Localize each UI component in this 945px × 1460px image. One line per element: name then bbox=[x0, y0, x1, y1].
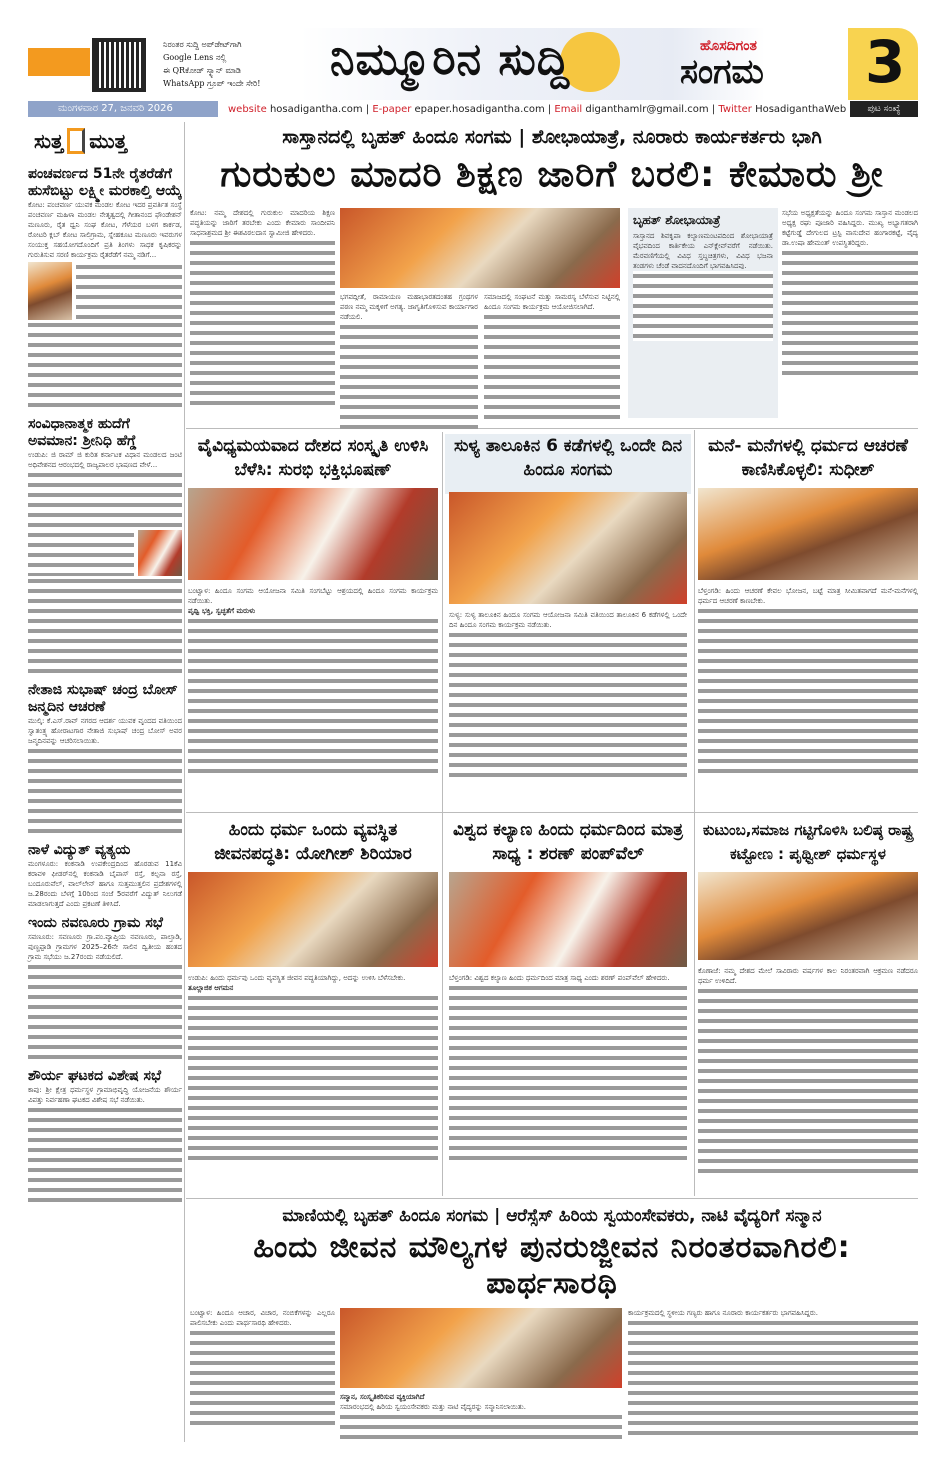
article-photo bbox=[449, 872, 687, 967]
article-text: ಸುಳ್ಯ: ಸುಳ್ಯ ತಾಲೂಕಿನ ಹಿಂದೂ ಸಂಗಮ ಆಯೋಜನಾ ಸಮಿತಿ ವತಿಯಿಂದ ತಾಲೂಕಿನ 6 ಕಡೆಗಳಲ್ಲಿ ಒಂದೇ ದಿನ ಹಿಂದೂ ಸಂಗಮ ಕಾರ್ಯಕ್ರಮ ನಡೆಯಿತು. bbox=[449, 611, 687, 629]
main-kicker: ಸಾಸ್ತಾನದಲ್ಲಿ ಬೃಹತ್ ಹಿಂದೂ ಸಂಗಮ | ಶೋಭಾಯಾತ್ರೆ, ನೂರಾರು ಕಾರ್ಯಕರ್ತರು ಭಾಗಿ bbox=[282, 126, 822, 148]
text-filler bbox=[340, 1412, 622, 1442]
qr-line: WhatsApp ಗ್ರೂಪ್ ಇಂದೇ ಸೇರಿ! bbox=[163, 79, 261, 88]
text-filler bbox=[28, 530, 134, 576]
article-text: ಬೆಳ್ತಂಗಡಿ: ಹಿಂದು ಆಚರಣೆ ಕೇವಲ ಭೋಜನ, ಬಟ್ಟೆ ಮಾತ್ರ ಸೀಮಿತವಾಗದೆ ಮನೆ-ಮನೆಗಳಲ್ಲಿ ಧರ್ಮದ ಆಚರಣೆ ಕಾಣಬೇಕು. bbox=[698, 587, 918, 605]
article bbox=[188, 818, 438, 1163]
brief-headline: ಸಂವಿಧಾನಾತ್ಮಕ ಹುದೆಗೆ ಅವಮಾನ: ಶ್ರೀನಿಧಿ ಹೆಗ್ಡೆ bbox=[28, 416, 137, 449]
door-icon bbox=[67, 128, 85, 154]
article-headline: ವೈವಿಧ್ಯಮಯವಾದ ದೇಶದ ಸಂಸ್ಕೃತಿ ಉಳಿಸಿ ಬೆಳೆಸಿ: ಸುರಭಿ ಭಕ್ತಿಭೂಷಣ್ bbox=[197, 436, 429, 480]
page-tag: ಪುಟ ಸಂಖ್ಯೆ bbox=[850, 101, 918, 117]
article-text: ಬೆಳ್ತಂಗಡಿ: ವಿಶ್ವದ ಕಲ್ಯಾಣ ಹಿಂದು ಧರ್ಮದಿಂದ ಮಾತ್ರ ಸಾಧ್ಯ ಎಂದು ಶರಣ್ ಪಂಪ್‌ವೆಲ್ ಹೇಳಿದರು. bbox=[449, 974, 670, 982]
bottom-body-col3 bbox=[628, 1308, 918, 1438]
link-key: Email bbox=[554, 103, 583, 115]
procession-box bbox=[628, 208, 778, 418]
twitter-link[interactable]: HosadiganthaWeb bbox=[755, 103, 847, 115]
website-link[interactable]: hosadigantha.com bbox=[269, 103, 363, 115]
text-filler bbox=[782, 248, 918, 378]
logo-text: ಮುತ್ತ bbox=[89, 129, 127, 153]
article bbox=[188, 434, 438, 776]
article-text: ಕಾರ್ಯಕ್ರಮದಲ್ಲಿ ಸ್ಥಳೀಯ ಗಣ್ಯರು ಹಾಗೂ ನೂರಾರು ಕಾರ್ಯಕರ್ತರು ಭಾಗವಹಿಸಿದ್ದರು. bbox=[628, 1309, 818, 1317]
text-filler bbox=[449, 983, 687, 1163]
brief-body: ಮುಲ್ಕಿ: ಕೆ.ಎಸ್.ರಾವ್ ನಗರದ ಆದರ್ಶ ಯುವಕ ವೃಂದದ ವತಿಯಿಂದ ಸ್ವಾತಂತ್ರ್ಯ ಹೋರಾಟಗಾರ ನೇತಾಜಿ ಸುಭಾಷ್ ಚಂದ್ರ ಬೋಸ್ ಅವರ ಜನ್ಮದಿನವನ್ನು ಆಚರಿಸಲಾಯಿತು. bbox=[28, 717, 182, 745]
article-photo bbox=[698, 488, 918, 580]
qr-line: ನಿರಂತರ ಸುದ್ದಿ ಅಪ್‌ಡೇಟ್‌ಗಾಗಿ bbox=[163, 40, 242, 49]
brief-body: ಸವಣೂರು: ಸವಣೂರು ಗ್ರಾ.ಪಂ.ವ್ಯಾಪ್ತಿಯ ನವಣೂರು, ಪಾಲ್ತಾಡಿ, ಪುಣ್ಚಪ್ಪಾಡಿ ಗ್ರಾಮಗಳ 2025–26ನೇ ಸಾಲಿನ ದ್ವಿತೀಯ ಹಂತದ ಗ್ರಾಮ ಸಭೆಯು ಜ.27ರಂದು ನಡೆಯಲಿದೆ. bbox=[28, 933, 182, 961]
row-divider bbox=[186, 812, 918, 813]
link-key: website bbox=[228, 103, 267, 115]
suttamutta-logo bbox=[28, 122, 182, 160]
news-brief bbox=[28, 915, 182, 1062]
article-photo bbox=[449, 492, 687, 604]
article-text: ಬಂಟ್ವಾಳ: ಹಿಂದೂ ಆಚಾರ, ವಿಚಾರ, ನಂಬಿಕೆಗಳನ್ನು ಎಲ್ಲರೂ ಪಾಲಿಸಬೇಕು ಎಂದು ಪಾರ್ಥಸಾರಥಿ ಹೇಳಿದರು. bbox=[190, 1309, 335, 1327]
text-filler bbox=[28, 746, 182, 836]
text-filler bbox=[28, 962, 182, 1062]
email-link[interactable]: diganthamlr@gmail.com bbox=[585, 103, 709, 115]
news-brief bbox=[28, 416, 182, 676]
row-divider bbox=[186, 428, 918, 429]
main-headline: ಗುರುಕುಲ ಮಾದರಿ ಶಿಕ್ಷಣ ಜಾರಿಗೆ ಬರಲಿ: ಕೇಮಾರು ಶ್ರೀ bbox=[220, 154, 884, 195]
supplement-name: ಸಂಗಮ bbox=[680, 52, 764, 92]
brief-body: ಉಡುಪಿ: ಜಿ ರಾಮ್ ಜಿ ಕುರಿತ ಕರ್ನಾಟಕ ವಿಧಾನ ಮಂಡಲದ ಜಂಟಿ ಅಧಿವೇಶನದ ಆರಂಭದಲ್ಲಿ ರಾಜ್ಯಪಾಲರ ಭಾಷಣದ ವೇಳೆ... bbox=[28, 451, 182, 469]
article-photo bbox=[188, 872, 438, 967]
news-brief bbox=[28, 682, 182, 836]
brief-body: ಕೋಟ: ಪಂಚವರ್ಣ ಯುವಕ ಮಂಡಲ ಕೋಟ ಇದರ ಪ್ರವರ್ತಿತ ಸಂಸ್ಥೆ ಪಂಚವರ್ಣ ಮಹಿಳಾ ಮಂಡಲ ನೇತೃತ್ವದಲ್ಲಿ ಗೀತಾನಂದ ಫೌಂಡೇಶನ್ ಮಣೂರು, ರೈತ ಧ್ವನಿ ಸಂಘ ಕೋಟ, ಗೆಳೆಯರ ಬಳಗ ಕಾರ್ಕಡ, ರೋಟರಿ ಕ್ಲಬ್ ಕೋಟ ಸಾಲಿಗ್ರಾಮ, ಸ್ನೇಹಕೂಟ ಮಣೂರು ಇವರುಗಳ ಸಂಯುಕ್ತ ಸಹಯೋಗದೊಂದಿಗೆ ಪ್ರತಿ ತಿಂಗಳು ಸಾಧಕ ಕೃಷಿಕರನ್ನು ಗುರುತಿಸುವ ಸರಣಿ ಕಾರ್ಯಕ್ರಮ ರೈತರೆಡೆಗೆ ನಮ್ಮ ನಡಿಗೆ... bbox=[28, 201, 182, 259]
main-body-col2 bbox=[340, 292, 478, 432]
epaper-link[interactable]: epaper.hosadigantha.com bbox=[414, 103, 545, 115]
text-filler bbox=[484, 312, 620, 422]
text-filler bbox=[698, 986, 918, 1176]
article bbox=[445, 434, 691, 780]
article-subhead: ತೂಲ್ಲಾಜಿಕ ಆಗಮನ bbox=[188, 984, 234, 992]
article bbox=[698, 434, 918, 776]
brief-headline: ನಾಳೆ ವಿದ್ಯುತ್ ವ್ಯತ್ಯಯ bbox=[28, 842, 131, 858]
qr-line: Google Lens ನಲ್ಲಿ bbox=[163, 53, 227, 62]
left-column bbox=[28, 122, 182, 1205]
news-brief bbox=[28, 842, 182, 909]
text-filler bbox=[188, 993, 438, 1163]
article-headline: ಮನೆ- ಮನೆಗಳಲ್ಲಿ ಧರ್ಮದ ಆಚರಣೆ ಕಾಣಿಸಿಕೊಳ್ಳಲಿ: ಸುಧೀಶ್ bbox=[708, 436, 908, 480]
text-filler bbox=[28, 1105, 182, 1205]
issue-date: ಮಂಗಳವಾರ 27, ಜನವರಿ 2026 bbox=[28, 101, 218, 117]
article bbox=[445, 818, 691, 1163]
link-key: E-paper bbox=[372, 103, 412, 115]
brand-logo-text: ಹೊಸದಿಗಂತ bbox=[700, 38, 757, 54]
contact-links: website hosadigantha.com | E-paper epaper.hosadigantha.com | Email diganthamlr@gmail.com | Twitter HosadiganthaWeb bbox=[228, 103, 847, 115]
link-key: Twitter bbox=[718, 103, 752, 115]
article-text: ಕೋಟ: ನಮ್ಮ ದೇಶದಲ್ಲಿ ಗುರುಕುಲ ಮಾದರಿಯ ಶಿಕ್ಷಣ ಪದ್ಧತಿಯನ್ನು ಜಾರಿಗೆ ತರಬೇಕು ಎಂದು ಕೇಮಾರು ಸಾಂದೀಪನಿ ಸಾಧನಾಶ್ರಮದ ಶ್ರೀ ಈಶವಿಠಲದಾಸ ಸ್ವಾಮೀಜಿ ಹೇಳಿದರು. bbox=[190, 209, 335, 237]
main-body-col3 bbox=[484, 292, 620, 422]
page-number: 3 bbox=[865, 28, 906, 96]
orange-accent-block bbox=[28, 48, 90, 76]
article-text: ಭಗವದ್ಗೀತೆ, ರಾಮಾಯಣ ಮಹಾಭಾರತದಂತಹ ಗ್ರಂಥಗಳ ಪಠಣ ನಮ್ಮ ಮಕ್ಕಳಿಗೆ ಅಗತ್ಯ. ಜಾಗೃತಿಗೊಳಿಸುವ ಕಾರ್ಯಾಗಾರ ನಡೆಯಲಿ. bbox=[340, 293, 478, 321]
column-divider bbox=[442, 430, 443, 1196]
brief-headline: ಶೌರ್ಯ ಘಟಕದ ವಿಶೇಷ ಸಭೆ bbox=[28, 1068, 162, 1084]
text-filler bbox=[628, 1318, 918, 1438]
text-filler bbox=[76, 262, 182, 320]
text-filler bbox=[28, 320, 182, 410]
portrait-photo bbox=[28, 262, 72, 320]
bottom-body-col2 bbox=[340, 1392, 622, 1442]
text-filler bbox=[190, 1328, 335, 1428]
text-filler bbox=[28, 470, 182, 530]
article-text: ಬಂಟ್ವಾಳ: ಹಿಂದೂ ಸಂಗಮ ಆಯೋಜನಾ ಸಮಿತಿ ಸಂಗಬೆಟ್ಟು ಆಶ್ರಯದಲ್ಲಿ ಹಿಂದೂ ಸಂಗಮ ಕಾರ್ಯಕ್ರಮ ನಡೆಯಿತು. bbox=[188, 587, 438, 605]
article bbox=[698, 818, 918, 1176]
article-subhead: ಪೃಥ್ವಿ ಭಕ್ತಿ, ಸ್ವಚ್ಛತೆಗೆ ಮರುಳು bbox=[188, 607, 256, 615]
text-filler bbox=[188, 616, 438, 776]
text-filler bbox=[698, 606, 918, 776]
bottom-photo bbox=[340, 1308, 622, 1388]
article-photo bbox=[698, 872, 918, 960]
article-headline: ಕುಟುಂಬ,ಸಮಾಜ ಗಟ್ಟಿಗೊಳಿಸಿ ಬಲಿಷ್ಠ ರಾಷ್ಟ್ರ ಕಟ್ಟೋಣ : ಪೃಥ್ವೀಶ್ ಧರ್ಮಸ್ಥಳ bbox=[702, 821, 914, 863]
main-body-col4 bbox=[782, 208, 918, 378]
portrait-photo bbox=[138, 530, 182, 576]
main-photo bbox=[340, 208, 620, 288]
text-filler bbox=[190, 238, 335, 408]
bottom-body-col1 bbox=[190, 1308, 335, 1428]
news-brief bbox=[28, 166, 182, 410]
article-headline: ಸುಳ್ಯ ತಾಲೂಕಿನ 6 ಕಡೆಗಳಲ್ಲಿ ಒಂದೇ ದಿನ ಹಿಂದೂ ಸಂಗಮ bbox=[453, 436, 683, 480]
text-filler bbox=[449, 630, 687, 780]
qr-code[interactable] bbox=[92, 38, 146, 92]
text-filler bbox=[340, 322, 478, 432]
article-headline: ಹಿಂದು ಧರ್ಮ ಒಂದು ವ್ಯವಸ್ಥಿತ ಜೀವನಪದ್ಧತಿ: ಯೋಗೀಶ್ ಶಿರಿಯಾರ bbox=[214, 820, 412, 864]
box-text: ಸಾಸ್ತಾನದ ಶಿವಕೃಪಾ ಕಲ್ಯಾಣಮಂಟಪದಿಂದ ಶೋಭಾಯಾತ್ರೆ ವೈಭವದಿಂದ ಕಾರ್ತಿಕೇಯ ಎನ್‌ಕ್ಲೇವ್‌ವರೆಗೆ ನಡೆಯಿತು. ಮೆರವಣಿಗೆಯಲ್ಲಿ ವಿವಿಧ ಸ್ತಬ್ಧಚಿತ್ರಗಳು, ವಿವಿಧ ಭಜನಾ ತಂಡಗಳು ಚೆಂಡೆ ವಾದನದೊಂದಿಗೆ ಭಾಗವಹಿಸಿದವು. bbox=[633, 232, 773, 270]
logo-text: ಸುತ್ತ bbox=[34, 129, 64, 153]
box-title: ಬೃಹತ್ ಶೋಭಾಯಾತ್ರೆ bbox=[633, 213, 721, 227]
article-headline: ವಿಶ್ವದ ಕಲ್ಯಾಣ ಹಿಂದು ಧರ್ಮದಿಂದ ಮಾತ್ರ ಸಾಧ್ಯ : ಶರಣ್ ಪಂಪ್‌ವೆಲ್ bbox=[453, 820, 683, 864]
article-text: ಕೊಣಾಜೆ: ನಮ್ಮ ದೇಶದ ಮೇಲೆ ಸಾವಿರಾರು ವರ್ಷಗಳ ಕಾಲ ನಿರಂತರವಾಗಿ ಆಕ್ರಮಣ ನಡೆದರೂ ಧರ್ಮ ಉಳಿದಿದೆ. bbox=[698, 967, 918, 985]
main-body-col1 bbox=[190, 208, 335, 408]
brief-headline: ನೇತಾಜಿ ಸುಭಾಷ್ ಚಂದ್ರ ಬೋಸ್ ಜನ್ಮದಿನ ಆಚರಣೆ bbox=[28, 682, 178, 715]
row-divider bbox=[186, 1198, 918, 1199]
date-bar bbox=[28, 101, 918, 117]
text-filler bbox=[28, 576, 182, 676]
section-title: ನಿಮ್ಮೂರಿನ ಸುದ್ದಿ bbox=[330, 34, 571, 85]
qr-instructions bbox=[163, 38, 293, 90]
article-photo bbox=[188, 488, 438, 580]
qr-line: ಈ QRಕೋಡ್ ಸ್ಕ್ಯಾನ್ ಮಾಡಿ bbox=[163, 66, 241, 75]
brief-body: ಮಂಗಳೂರು: ಕಂಕನಾಡಿ ಉಪಕೇಂದ್ರದಿಂದ ಹೊರಡುವ 11ಕೆವಿ ಕರಾವಳಿ ಫೀಡರ್‌ನಲ್ಲಿ ಕಂಕನಾಡಿ ಬೈಪಾಸ್ ರಸ್ತೆ, ಕಲ್ಪನಾ ರಸ್ತೆ, ಬಂದೂರುವೆಲ್, ವಾಲ್‌ಲೇನ್ ಹಾಗೂ ಸುತ್ತಮುತ್ತಲಿನ ಪ್ರದೇಶಗಳಲ್ಲಿ ಜ.28ರಂದು ಬೆಳಗ್ಗೆ 10ರಿಂದ ಸಂಜೆ 5ರವರೆಗೆ ವಿದ್ಯುತ್ ನಿಲುಗಡೆ ಮಾಡಲಾಗುತ್ತದೆ ಎಂದು ಪ್ರಕಟಣೆ ತಿಳಿಸಿದೆ. bbox=[28, 860, 182, 908]
news-brief bbox=[28, 1068, 182, 1205]
brief-headline: ಇಂದು ನವಣೂರು ಗ್ರಾಮ ಸಭೆ bbox=[28, 915, 163, 931]
bottom-kicker: ಮಾಣಿಯಲ್ಲಿ ಬೃಹತ್ ಹಿಂದೂ ಸಂಗಮ | ಆರೆಸ್ಸೆಸ್ ಹಿರಿಯ ಸ್ವಯಂಸೇವಕರು, ನಾಟಿ ವೈದ್ಯರಿಗೆ ಸನ್ಮಾನ bbox=[282, 1206, 822, 1226]
article-text: ಸಮಾಜದಲ್ಲಿ ಸಂಘಟನೆ ಮತ್ತು ಸಾಮರಸ್ಯ ಬೆಳೆಸುವ ನಿಟ್ಟಿನಲ್ಲಿ ಹಿಂದೂ ಸಂಗಮ ಕಾರ್ಯಕ್ರಮ ಆಯೋಜಿಸಲಾಗಿದೆ. bbox=[484, 293, 620, 311]
brief-body: ಕಾಪು: ಶ್ರೀ ಕ್ಷೇತ್ರ ಧರ್ಮಸ್ಥಳ ಗ್ರಾಮಾಭಿವೃದ್ಧಿ ಯೋಜನೆಯ ಶೌರ್ಯ ವಿಪತ್ತು ನಿರ್ವಹಣಾ ಘಟಕದ ವಿಶೇಷ ಸಭೆ ನಡೆಯಿತು. bbox=[28, 1086, 182, 1104]
text-filler bbox=[633, 271, 773, 341]
article-text: ಉಡುಪಿ: ಹಿಂದು ಧರ್ಮವು ಒಂದು ವ್ಯವಸ್ಥಿತ ಜೀವನ ಪದ್ಧತಿಯಾಗಿದ್ದು, ಅದನ್ನು ಉಳಿಸಿ ಬೆಳೆಸಬೇಕು. bbox=[188, 974, 406, 982]
article-subhead: ಸನ್ಮಾನ, ಸಂಸ್ಕೃತಿಕರಿಸುವ ವ್ಯಕ್ತಿಯಾಗಿದೆ bbox=[340, 1393, 425, 1401]
column-divider bbox=[184, 122, 185, 1442]
article-text: ಸಭೆಯ ಅಧ್ಯಕ್ಷತೆಯನ್ನು ಹಿಂದೂ ಸಂಗಮ ಸಾಸ್ತಾನ ಮಂಡಲದ ಅಧ್ಯಕ್ಷ ರಘು ಪೂಜಾರಿ ವಹಿಸಿದ್ದರು. ಮುಖ್ಯ ಅಭ್ಯಾಗತರಾಗಿ ಕಟ್ಟೆಗುಡ್ಡೆ ದೇಗುಲದ ಟ್ರಸ್ಟಿ ವಾಸುದೇವ ಹಂಗಾರಕಟ್ಟೆ, ವೈದ್ಯ ಡಾ.ಉಷಾ ಹೇಮಂತ್ ಉಪಸ್ಥಿತರಿದ್ದರು. bbox=[782, 209, 918, 247]
column-divider bbox=[694, 430, 695, 1196]
bottom-headline: ಹಿಂದು ಜೀವನ ಮೌಲ್ಯಗಳ ಪುನರುಜ್ಜೀವನ ನಿರಂತರವಾಗಿರಲಿ: ಪಾರ್ಥಸಾರಥಿ bbox=[253, 1230, 851, 1301]
brief-headline: ಪಂಚವರ್ಣದ 51ನೇ ರೈತರೆಡೆಗೆ ಹುಸೆಬಿಟ್ಟು ಲಕ್ಷ್ಮೀ ಮರಕಾಲ್ತಿ ಆಯ್ಕೆ bbox=[28, 166, 182, 199]
article-text: ಸಮಾರಂಭದಲ್ಲಿ ಹಿರಿಯ ಸ್ವಯಂಸೇವಕರು ಮತ್ತು ನಾಟಿ ವೈದ್ಯರನ್ನು ಸನ್ಮಾನಿಸಲಾಯಿತು. bbox=[340, 1403, 526, 1411]
